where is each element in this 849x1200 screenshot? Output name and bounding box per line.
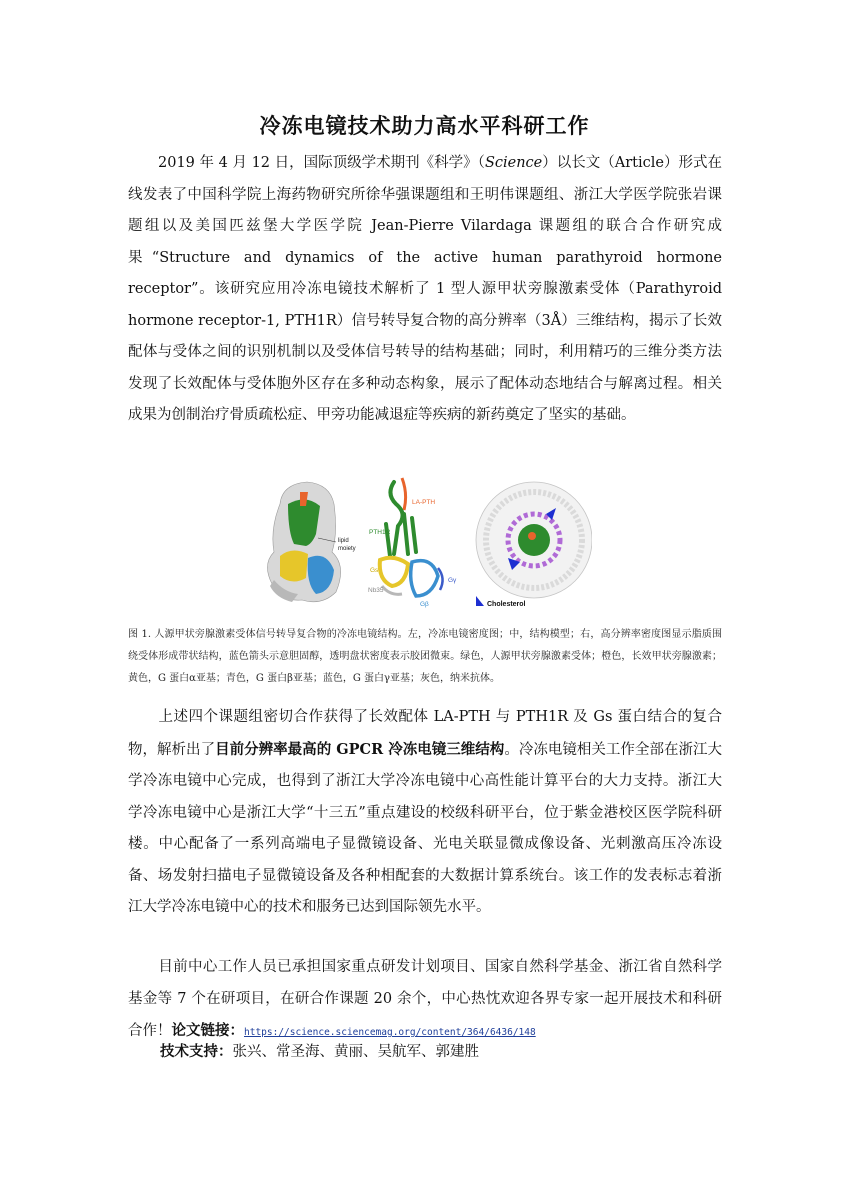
tech-support-line — [160, 1040, 479, 1061]
label-moiety: moiety — [338, 546, 356, 552]
cryo-em-figure — [262, 474, 592, 614]
label-cholesterol: Cholesterol — [487, 601, 526, 608]
label-pth1r: PTH1R — [369, 529, 391, 536]
receptor-core — [518, 524, 550, 556]
ligand-core — [528, 532, 536, 540]
figure-caption: 图 1. 人源甲状旁腺激素受体信号转导复合物的冷冻电镜结构。左，冷冻电镜密度图；中，结构模型；右，高分辨率密度图显示脂质围绕受体形成带状结构，蓝色箭头示意胆固醇，透明盘状密度表示胶团微束。绿色，人源甲状旁腺激素受体；橙色，长效甲状旁腺激素；黄色，G 蛋白α亚基；青色，G 蛋白β亚基；蓝色，G 蛋白γ亚基；灰色，纳米抗体。 — [128, 629, 722, 684]
paper-link[interactable]: https://science.sciencemag.org/content/364/6436/148 — [244, 1027, 536, 1038]
legend-arrow-icon — [476, 596, 484, 606]
density-map-panel — [267, 482, 355, 602]
label-gy: Gγ — [448, 577, 457, 584]
paragraph-results — [128, 702, 722, 924]
results-text-1: 上述四个课题组密切合作获得了长效配体 LA-PTH 与 PTH1R 及 Gs 蛋白结合的复合物，解析出了 — [128, 709, 722, 758]
support-names: 张兴、常圣海、黄丽、吴航军、郭建胜 — [232, 1044, 479, 1060]
label-nb35: Nb35 — [368, 587, 384, 594]
results-text-2: 。冷冻电镜相关工作全部在浙江大学冷冻电镜中心完成，也得到了浙江大学冷冻电镜中心高性能计算平台的大力支持。浙江大学冷冻电镜中心是浙江大学“十三五”重点建设的校级科研平台，位于紫金港校区医学院科研楼。中心配备了一系列高端电子显微镜设备、光电关联显微成像设备、光刺激高压冷冻设备、场发射扫描电子显微镜设备及各种相配套的大数据计算系统台。该工作的发表标志着浙江大学冷冻电镜中心的技术和服务已达到国际领先水平。 — [128, 741, 723, 915]
label-lipid: lipid — [338, 538, 349, 544]
page-title: 冷冻电镜技术助力高水平科研工作 — [259, 113, 590, 138]
intro-text-1: 2019 年 4 月 12 日，国际顶级学术期刊《科学》（ — [158, 155, 485, 171]
label-gb: Gβ — [420, 601, 429, 608]
micelle-panel — [476, 482, 592, 608]
receptor-helices — [386, 482, 416, 556]
journal-name: Science — [484, 155, 543, 171]
results-highlight: 目前分辨率最高的 GPCR 冷冻电镜三维结构 — [215, 740, 505, 758]
gbeta-model — [411, 561, 438, 596]
paragraph-intro — [128, 148, 722, 432]
ligand-helix — [402, 478, 406, 510]
label-gs: Gs — [370, 567, 379, 574]
galpha-density — [280, 550, 308, 581]
intro-text-2: ）以长文（Article）形式在线发表了中国科学院上海药物研究所徐华强课题组和王明伟课题组、浙江大学医学院张岩课题组以及美国匹兹堡大学医学院 Jean-Pierre Vilardaga 课题组的联合合作研究成果“Structure and dynamics of the active human parathyroid hormone receptor”。该研究应用冷冻电镜技术解析了 1 型人源甲状旁腺激素受体（Parathyroid hormone receptor-1, PTH1R）信号转导复合物的高分辨率（3Å）三维结构，揭示了长效配体与受体之间的识别机制以及受体信号转导的结构基础；同时，利用精巧的三维分类方法发现了长效配体与受体胞外区存在多种动态构象，展示了配体动态地结合与解离过程。相关成果为创制治疗骨质疏松症、甲旁功能减退症等疾病的新药奠定了坚实的基础。 — [128, 155, 722, 423]
label-la-pth: LA-PTH — [412, 499, 436, 506]
support-label: 技术支持： — [160, 1043, 233, 1060]
structure-model-panel — [368, 478, 457, 608]
galpha-model — [380, 558, 408, 586]
paragraph-center — [128, 952, 722, 1049]
link-label: 论文链接： — [171, 1022, 244, 1039]
center-text: 目前中心工作人员已承担国家重点研发计划项目、国家自然科学基金、浙江省自然科学基金等 7 个在研项目，在研合作课题 20 余个，中心热忱欢迎各界专家一起开展技术和科研合作！ — [128, 959, 722, 1039]
